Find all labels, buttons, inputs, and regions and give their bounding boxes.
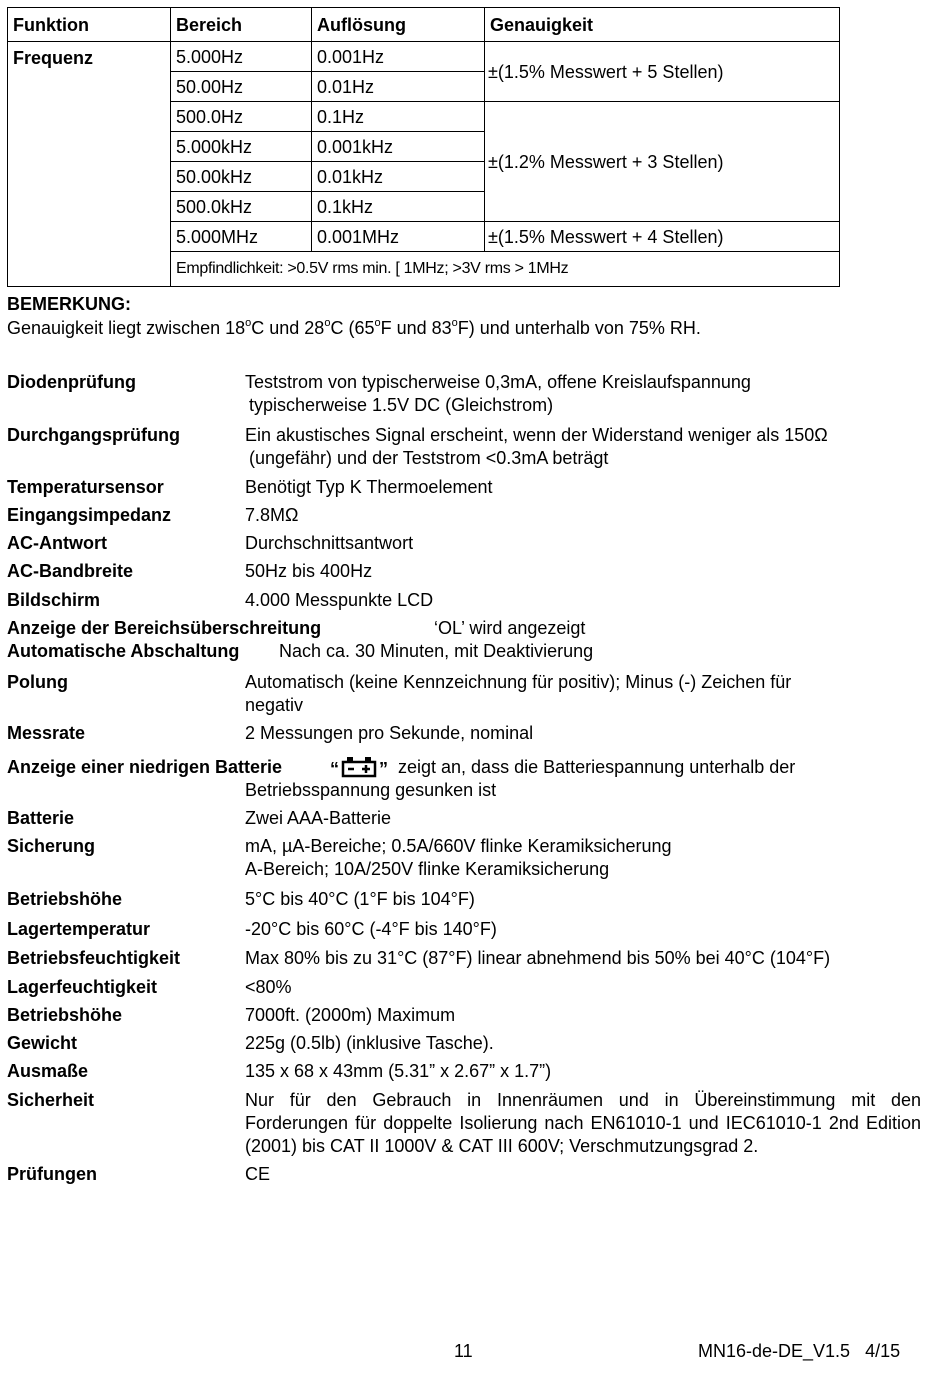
spec-auto-off-value: Nach ca. 30 Minuten, mit Deaktivierung: [279, 641, 594, 661]
spec-label: Eingangsimpedanz: [7, 505, 172, 525]
spec-low-battery-value: zeigt an, dass die Batteriespannung unterhalb der: [398, 757, 796, 777]
spec-value: Durchschnittsantwort: [245, 533, 414, 553]
spec-label: Messrate: [7, 723, 86, 743]
header-resolution: Auflösung: [312, 8, 485, 42]
spec-overrange-value: ‘OL’ wird angezeigt: [434, 618, 586, 638]
resolution-cell: 0.01Hz: [312, 72, 485, 102]
spec-value: -20°C bis 60°C (-4°F bis 140°F): [245, 919, 497, 939]
spec-label: Lagertemperatur: [7, 919, 151, 939]
spec-label: Batterie: [7, 808, 75, 828]
resolution-cell: 0.1kHz: [312, 192, 485, 222]
table-row: [8, 42, 840, 72]
spec-value: Benötigt Typ K Thermoelement: [245, 477, 493, 497]
spec-label: Anzeige einer niedrigen Batterie: [7, 757, 283, 777]
accuracy-cell: ±(1.5% Messwert + 4 Stellen): [485, 222, 840, 252]
resolution-cell: 0.001MHz: [312, 222, 485, 252]
spec-value: Max 80% bis zu 31°C (87°F) linear abnehmend bis 50% bei 40°C (104°F): [245, 948, 831, 968]
spec-low-battery-symbol: “ ”: [330, 756, 388, 784]
spec-label: Betriebsfeuchtigkeit: [7, 948, 181, 968]
spec-value: Automatisch (keine Kennzeichnung für positiv); Minus (-) Zeichen für negativ: [245, 672, 792, 715]
spec-auto-off: [7, 640, 239, 663]
document-id: MN16-de-DE_V1.5 4/15: [698, 1341, 901, 1361]
spec-value: 135 x 68 x 43mm (5.31” x 2.67” x 1.7”): [245, 1061, 552, 1081]
header-accuracy: Genauigkeit: [485, 8, 840, 42]
resolution-cell: 0.01kHz: [312, 162, 485, 192]
spec-label: Ausmaße: [7, 1061, 89, 1081]
spec-value: Nur für den Gebrauch in Innenräumen und in Übereinstimmung mit den Forderungen für doppelte Isolierung nach EN61010-1 und IEC61010-1 2nd Edition (2001) bis CAT II 1000V & CAT III 600V; Verschmutzungsgrad 2.: [245, 1090, 921, 1156]
table-header-row: [8, 8, 840, 42]
spec-low-battery: [7, 756, 282, 779]
resolution-cell: 0.001kHz: [312, 132, 485, 162]
spec-label: Anzeige der Bereichsüberschreitung: [7, 618, 322, 638]
function-cell: Frequenz: [8, 42, 171, 287]
spec-low-battery-value-2: Betriebsspannung gesunken ist: [245, 780, 497, 800]
range-cell: 5.000MHz: [171, 222, 312, 252]
spec-label: Sicherheit: [7, 1090, 95, 1110]
spec-value: 5°C bis 40°C (1°F bis 104°F): [245, 889, 475, 909]
header-function: Funktion: [8, 8, 171, 42]
spec-label: Bildschirm: [7, 590, 101, 610]
spec-value: 225g (0.5lb) (inklusive Tasche).: [245, 1033, 494, 1053]
spec-value: 4.000 Messpunkte LCD: [245, 590, 434, 610]
range-cell: 50.00Hz: [171, 72, 312, 102]
resolution-cell: 0.001Hz: [312, 42, 485, 72]
spec-overrange: [7, 617, 321, 640]
spec-label: AC-Bandbreite: [7, 561, 134, 581]
sensitivity-cell: Empfindlichkeit: >0.5V rms min. [ 1MHz; >3V rms > 1MHz: [171, 252, 840, 287]
spec-label: Gewicht: [7, 1033, 78, 1053]
spec-value: Teststrom von typischerweise 0,3mA, offene Kreislaufspannung typischerweise 1.5V DC (Gleichstrom): [245, 372, 751, 415]
spec-label: AC-Antwort: [7, 533, 107, 553]
spec-label: Automatische Abschaltung: [7, 641, 240, 661]
spec-label: Durchgangsprüfung: [7, 425, 180, 445]
frequency-spec-table: [7, 7, 840, 287]
range-cell: 5.000Hz: [171, 42, 312, 72]
spec-value: mA, µA-Bereiche; 0.5A/660V flinke Keramiksicherung A-Bereich; 10A/250V flinke Keramiksicherung: [245, 836, 672, 879]
spec-label: Temperatursensor: [7, 477, 164, 497]
range-cell: 500.0kHz: [171, 192, 312, 222]
spec-label: Polung: [7, 672, 68, 692]
spec-value: 7000ft. (2000m) Maximum: [245, 1005, 456, 1025]
range-cell: 5.000kHz: [171, 132, 312, 162]
spec-label: Sicherung: [7, 836, 96, 856]
header-range: Bereich: [171, 8, 312, 42]
page-number: 11: [454, 1341, 473, 1361]
note-text: Genauigkeit liegt zwischen 18$^o$C und 28$^o$C (65$^o$F und 83$^o$F) und unterhalb von 75% RH.: [7, 317, 701, 338]
spec-label: Diodenprüfung: [7, 372, 136, 392]
spec-value: 2 Messungen pro Sekunde, nominal: [245, 723, 534, 743]
note-title: BEMERKUNG:: [7, 294, 131, 314]
spec-value: Ein akustisches Signal erscheint, wenn der Widerstand weniger als 150Ω (ungefähr) und der Teststrom <0.3mA beträgt: [245, 425, 828, 468]
accuracy-cell: ±(1.5% Messwert + 5 Stellen): [485, 42, 840, 102]
resolution-cell: 0.1Hz: [312, 102, 485, 132]
spec-label: Prüfungen: [7, 1164, 97, 1184]
range-cell: 50.00kHz: [171, 162, 312, 192]
spec-value: 7.8MΩ: [245, 505, 299, 525]
spec-value: <80%: [245, 977, 292, 997]
range-cell: 500.0Hz: [171, 102, 312, 132]
spec-label: Betriebshöhe: [7, 889, 123, 909]
spec-value: 50Hz bis 400Hz: [245, 561, 373, 581]
spec-label: Betriebshöhe: [7, 1005, 123, 1025]
accuracy-cell: ±(1.2% Messwert + 3 Stellen): [485, 102, 840, 222]
spec-value: Zwei AAA-Batterie: [245, 808, 392, 828]
spec-value: CE: [245, 1164, 271, 1184]
spec-label: Lagerfeuchtigkeit: [7, 977, 158, 997]
